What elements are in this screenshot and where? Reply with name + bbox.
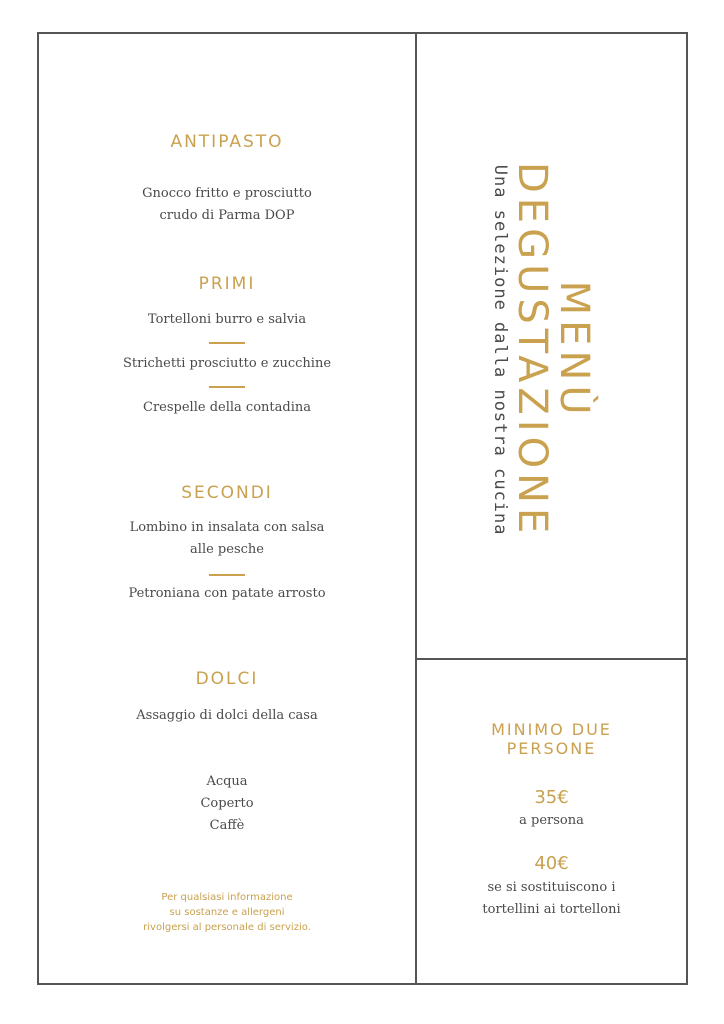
- pricing-panel: [415, 658, 688, 985]
- allergen-note: su sostanze e allergeni: [169, 907, 285, 918]
- separator: [209, 386, 245, 388]
- menu-panel: [37, 32, 417, 985]
- pricing-title-line1: MINIMO DUE: [491, 720, 612, 739]
- primi-title: PRIMI: [198, 274, 256, 294]
- menu-item: Assaggio di dolci della casa: [136, 708, 318, 723]
- vertical-heading: [489, 162, 595, 538]
- allergen-note: rivolgersi al personale di servizio.: [143, 922, 311, 933]
- menu-item: Strichetti prosciutto e zucchine: [122, 356, 332, 371]
- pricing-title-line2: PERSONE: [506, 739, 597, 758]
- price-note: a persona: [519, 813, 584, 828]
- extra-item: Acqua: [206, 774, 248, 789]
- secondi-title: SECONDI: [181, 483, 273, 503]
- heading-title-line1: MENÙ: [551, 280, 597, 420]
- antipasto-title: ANTIPASTO: [170, 132, 284, 152]
- extra-item: Caffè: [209, 818, 245, 833]
- separator: [209, 574, 245, 576]
- heading-title-line2: DEGUSTAZIONE: [509, 162, 555, 539]
- allergen-note: Per qualsiasi informazione: [161, 892, 293, 903]
- price-per-person: 35€: [534, 787, 569, 808]
- menu-item: Lombino in insalata con salsa: [129, 520, 325, 535]
- dolci-title: DOLCI: [195, 669, 259, 689]
- extra-item: Coperto: [200, 796, 254, 811]
- separator: [209, 342, 245, 344]
- menu-item: Tortelloni burro e salvia: [147, 312, 307, 327]
- menu-item: Crespelle della contadina: [143, 400, 311, 415]
- menu-item: Petroniana con patate arrosto: [128, 586, 326, 601]
- menu-item: crudo di Parma DOP: [159, 208, 295, 223]
- heading-panel: [415, 32, 688, 660]
- heading-subtitle: Una selezione dalla nostra cucina: [490, 164, 510, 536]
- menu-item: Gnocco fritto e prosciutto: [142, 186, 312, 201]
- price-alt-note: tortellini ai tortelloni: [482, 902, 621, 917]
- price-alternative: 40€: [534, 853, 569, 874]
- price-alt-note: se si sostituiscono i: [487, 880, 616, 895]
- menu-item: alle pesche: [190, 542, 264, 557]
